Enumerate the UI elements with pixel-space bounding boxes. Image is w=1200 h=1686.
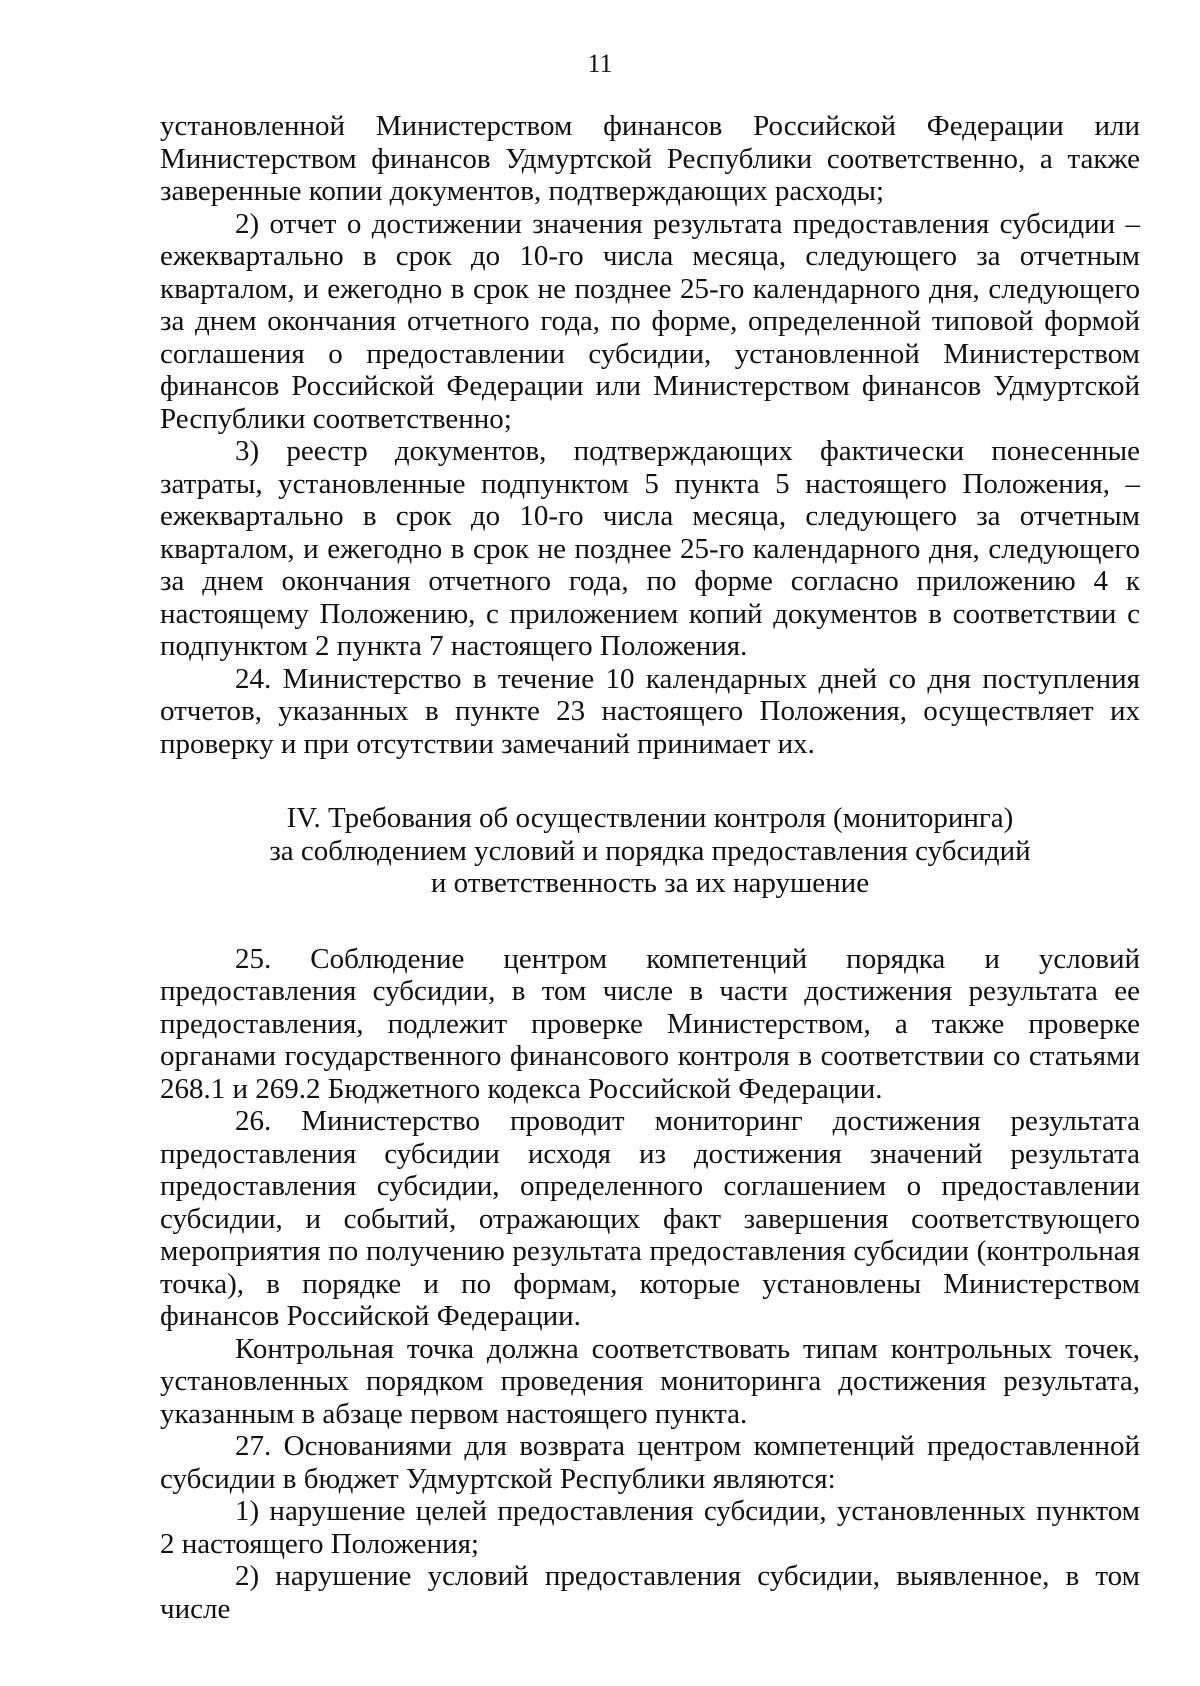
paragraph-clause-27: 27. Основаниями для возврата центром компетенций предоставленной субсидии в бюджет Удмуртской Республики являются: bbox=[160, 1430, 1140, 1495]
paragraph-clause-27-item-1: 1) нарушение целей предоставления субсидии, установленных пунктом 2 настоящего Положения; bbox=[160, 1495, 1140, 1560]
section-heading-line: IV. Требования об осуществлении контроля (мониторинга) bbox=[286, 802, 1014, 834]
paragraph-clause-26: 26. Министерство проводит мониторинг достижения результата предоставления субсидии исходя из достижения значений результата предоставления субсидии, определенного соглашением о предоставлении субсидии, и событий, отражающих факт завершения соответствующего мероприятия по получению результата предоставления субсидии (контрольная точка), в порядке и по формам, которые установлены Министерством финансов Российской Федерации. bbox=[160, 1105, 1140, 1332]
paragraph-clause-27-item-2: 2) нарушение условий предоставления субсидии, выявленное, в том числе bbox=[160, 1560, 1140, 1625]
paragraph-clause-24: 24. Министерство в течение 10 календарных дней со дня поступления отчетов, указанных в пункте 23 настоящего Положения, осуществляет их проверку и при отсутствии замечаний принимает их. bbox=[160, 662, 1140, 760]
section-heading-line: за соблюдением условий и порядка предоставления субсидий bbox=[269, 834, 1031, 867]
paragraph-clause-26-control-point: Контрольная точка должна соответствовать типам контрольных точек, установленных порядком проведения мониторинга достижения результата, указанным в абзаце первом настоящего пункта. bbox=[160, 1332, 1140, 1430]
section-heading-line: и ответственность за их нарушение bbox=[430, 867, 870, 899]
paragraph-item-3: 3) реестр документов, подтверждающих фактически понесенные затраты, установленные подпунктом 5 пункта 5 настоящего Положения, – ежеквартально в срок до 10-го числа месяца, следующего за отчетным кварталом, и ежегодно в срок не позднее 25-го календарного дня, следующего за днем окончания отчетного года, по форме согласно приложению 4 к настоящему Положению, с приложением копий документов в соответствии с подпунктом 2 пункта 7 настоящего Положения. bbox=[160, 435, 1140, 662]
paragraph-continuation: установленной Министерством финансов Российской Федерации или Министерством финансов Удмуртской Республики соответственно, а также заверенные копии документов, подтверждающих расходы; bbox=[160, 110, 1140, 207]
document-body bbox=[160, 110, 1140, 1625]
section-heading bbox=[160, 802, 1140, 900]
paragraph-clause-25: 25. Соблюдение центром компетенций порядка и условий предоставления субсидии, в том числе в части достижения результата ее предоставления, подлежит проверке Министерством, а также проверке органами государственного финансового контроля в соответствии со статьями 268.1 и 269.2 Бюджетного кодекса Российской Федерации. bbox=[160, 942, 1140, 1105]
page-number: 11 bbox=[587, 49, 613, 78]
paragraph-item-2: 2) отчет о достижении значения результата предоставления субсидии – ежеквартально в срок до 10-го числа месяца, следующего за отчетным кварталом, и ежегодно в срок не позднее 25-го календарного дня, следующего за днем окончания отчетного года, по форме, определенной типовой формой соглашения о предоставлении субсидии, установленной Министерством финансов Российской Федерации или Министерством финансов Удмуртской Республики соответственно; bbox=[160, 207, 1140, 435]
